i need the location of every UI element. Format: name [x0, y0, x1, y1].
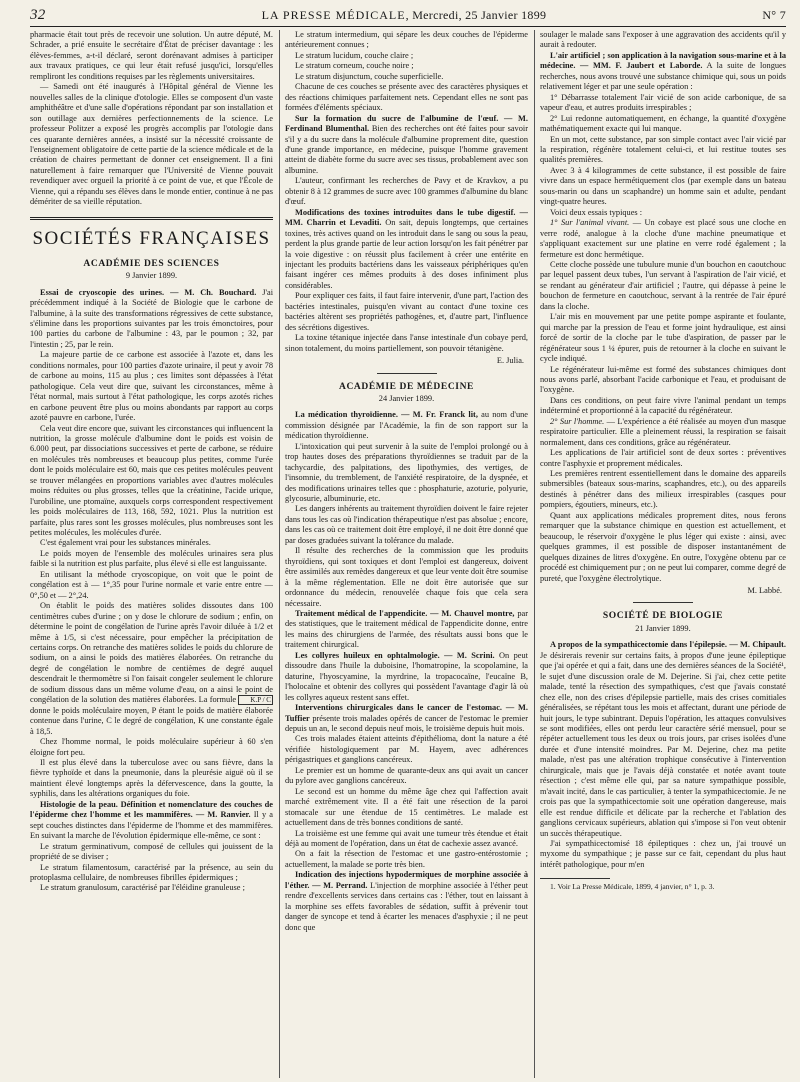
- article-lead: [285, 651, 528, 703]
- paragraph: La troisième est une femme qui avait une tumeur très étendue et était déjà au moment de l'opération, dans un état de cachexie assez avancé.: [285, 828, 528, 848]
- article-author: — MM. F. Jaubert et Laborde.: [580, 61, 703, 71]
- paragraph: Le stratum corneum, couche noire ;: [295, 61, 414, 71]
- paragraph: Le stratum filamentosum, caractérisé par la présence, au sein du protoplasma cellulaire, de nombreuses fibrilles épidermiques ;: [30, 862, 273, 882]
- paragraph-text: Je désirerais revenir sur certains faits, à propos d'une jeune épileptique que j'ai opérée et qui a fait, dans une des dernières séances de la Société¹, le sujet d'une discussion orale de M. Dejerine. Si j'ai, chez cette petite malade, tenté la résection des sympathiques, c'est que j'avais constaté chez elle, non des crises d'épilepsie partielle, mais des crises comitiales généralisées, se répétant tous les mois et affectant, durant une période de huit jours, le type subintrant. Depuis l'opération, les attaques convulsives se sont modifiées, elles ont perdu leur caractère sérié mensuel, pour se répéter actuellement tous les deux ou trois jours, par crises isolées d'une durée et d'une intensité moindres. Par M. Dejerine, chez ma petite malade, n'est pas une altération trophique consécutive à l'intervention chirurgicale, mais que je l'avais déjà constatée et notée avant toute résection ; c'est même elle qui, par sa nature sympathique possible, m'avait incité, dans le cas particulier, à tenter la sympathicectomie. Je ne crois pas que la sympathicectomie soit une opération dangereuse, mais elle est rendue difficile et délicate par la recherche et l'ablation des ganglions cervicaux supérieurs, ablation qui s'impose si l'on veut obtenir un succès thérapeutique.: [540, 650, 786, 838]
- paragraph: Le premier est un homme de quarante-deux ans qui avait un cancer du pylore avec ganglions cancéreux.: [285, 765, 528, 786]
- issue-number: N° 7: [762, 7, 786, 22]
- paragraph: L'auteur, confirmant les recherches de Pavy et de Kravkov, a pu obtenir 8 à 12 grammes de sucre avec 100 grammes d'albumine du blanc d'œuf.: [285, 176, 528, 207]
- paragraph: Dans ces conditions, on peut faire vivre l'animal pendant un temps indéterminé et proportionné à la capacité du régénérateur.: [540, 395, 786, 416]
- article-author: — M. Perrand.: [312, 880, 368, 890]
- session-date: 21 Janvier 1899.: [635, 623, 691, 633]
- article-title: Interventions chirurgicales dans le cancer de l'estomac.: [295, 703, 503, 713]
- article-title: Histologie de la peau. Définition et nomenclature des couches de l'épiderme chez l'homme et les mammifères.: [30, 799, 273, 820]
- article-lead: [30, 800, 273, 842]
- paragraph: Chacune de ces couches se présente avec des caractères physiques et des réactions chimiques parfaitement nets. Cependant elles ne sont pas formées d'éléments spéciaux.: [285, 82, 528, 113]
- paragraph: Le stratum lucidum, couche claire ;: [295, 50, 414, 60]
- paragraph: Le stratum granulosum, caractérisé par l'éléidine granuleuse ;: [40, 883, 245, 893]
- article-author: — M. Ferdinand Blumenthal.: [285, 113, 528, 134]
- article-lead: [540, 51, 786, 93]
- paragraph-text: On établit le poids des matières solides dissoutes dans 100 centimètres cubes d'urine ; on y dose le chlorure de sodium ; enfin, on détermine le point de congélation de l'urine après l'avoir diluée à 1/2 et même à 1/5, si c'est nécessaire, pour empêcher la précipitation de certains corps. On retranche des matières solides le poids du chlorure de sodium, on a ainsi le poids des matières élaborées. On retranche du degré de congélation le nombre de centièmes de degré auquel descendrait le thermomètre si l'on faisait congeler seulement le chlorure de sodium dissous dans un même volume d'eau, on a ainsi le point de congélation de la solution des matières élaborées. La formule: [30, 601, 273, 705]
- paragraph: En un mot, cette substance, par son simple contact avec l'air vicié par la respiration, régénère totalement celui-ci, et lui restitue toutes ses qualités premières.: [540, 134, 786, 165]
- column-2: [285, 30, 528, 1078]
- paragraph: Les dangers inhérents au traitement thyroïdien doivent le faire rejeter dans tous les cas où l'indication thérapeutique n'est pas absolue ; encore, dans les cas où ce traitement doit être employé, il ne doit être donné que par doses graduées suivant la tolérance du malade.: [285, 504, 528, 545]
- subheading: 2° Sur l'homme.: [550, 416, 605, 426]
- paragraph: Le régénérateur lui-même est formé des substances chimiques dont nous avons parlé, absorbant l'acide carbonique et l'eau, et produisant de l'oxygène.: [540, 364, 786, 395]
- article-author: — M. Fr. Franck lit,: [401, 410, 478, 420]
- subheading: 1° Sur l'animal vivant.: [550, 218, 630, 228]
- formula: K.P / C: [238, 695, 273, 705]
- footnote-rule: [540, 878, 610, 879]
- article-lead: [285, 703, 528, 734]
- paragraph: Il résulte des recherches de la commission que les produits thyroïdiens, qui sont toxiques et dont l'emploi est dangereux, doivent être assimilés aux remèdes dangereux et que leur vente doit être soumise à la même réglementation. Elle ne doit être autorisée que sur ordonnance du médecin, renouvelée chaque fois que cela sera nécessaire.: [285, 546, 528, 608]
- article-lead: [285, 410, 528, 441]
- article-author: — M. Chauvel montre,: [430, 609, 515, 619]
- paragraph-text: A la suite de longues recherches, nous avons trouvé une substance chimique qui, sous un poids relativement léger et par une seule opération :: [540, 61, 786, 92]
- page-header: [30, 6, 786, 24]
- issue-date: Mercredi, 25 Janvier 1899: [412, 7, 547, 22]
- column-divider: [534, 30, 535, 1078]
- paragraph: Pour expliquer ces faits, il faut faire intervenir, d'une part, l'action des bactéries intestinales, puisqu'en vivant au contact d'une toxine ces bactéries altèrent ses propriétés pathogènes, et, d'autre part, l'influence des sécrétions digestives.: [285, 291, 528, 332]
- paragraph: 1° Débarrasse totalement l'air vicié de son acide carbonique, de sa vapeur d'eau, et autres produits irrespirables ;: [540, 92, 786, 113]
- paragraph: Les premières rentrent essentiellement dans le domaine des appareils submersibles (bateaux sous-marins, scaphandres, etc.), ou des appareils destinés à pénétrer dans des milieux irrespirables (casques pour pompiers, égoutiers, mineurs, etc.).: [540, 469, 786, 510]
- paragraph: Avec 3 à 4 kilogrammes de cette substance, il est possible de faire vivre dans un espace hermétiquement clos (par exemple dans un bateau sous-marin ou dans un scaphandre) un homme sain et adulte, pendant vingt-quatre heures.: [540, 165, 786, 207]
- article-title: Traitement médical de l'appendicite.: [295, 609, 428, 619]
- paragraph: [540, 417, 786, 448]
- paragraph: Le stratum germinativum, composé de cellules qui jouissent de la propriété de se diviser ;: [30, 841, 273, 862]
- paragraph: Le poids moyen de l'ensemble des molécules urinaires sera plus faible si la nutrition est plus parfaite, plus élevé si elle est languissante.: [30, 548, 273, 569]
- column-3: [540, 30, 786, 1078]
- paragraph: C'est également vrai pour les substances minérales.: [40, 538, 211, 548]
- paragraph: Voici deux essais typiques :: [550, 207, 643, 217]
- paragraph: L'air mis en mouvement par une petite pompe aspirante et foulante, qui marche par la pression de l'eau et forme joint hydraulique, est ainsi forcé de sortir de la cloche par le tube d'aspiration, de passer par le régénérateur sous 1 ¼ épurer, puis de retourner à la cloche en suivant le cycle indiqué.: [540, 312, 786, 364]
- paragraph-text: par des statistiques, que le traitement médical de l'appendicite donne, entre les mains des chirurgiens de l'armée, des résultats aussi bons que le traitement chirurgical.: [285, 609, 528, 650]
- paragraph: J'ai sympathicectomisé 18 épileptiques : chez un, j'ai trouvé un myxome du sympathique ; je passe sur ce fait, cependant du plus haut intérêt pathologique, pour m'en: [540, 838, 786, 869]
- paragraph: L'intoxication qui peut survenir à la suite de l'emploi prolongé ou à trop hautes doses des préparations thyroïdiennes se traduit par de la tachycardie, des palpitations, des lipothymies, des vertiges, de l'insomnie, du tremblement, de l'anxiété respiratoire, de la dyspnée, et des modifications urinaires telles que : phosphaturie, azoturie, polyurie, glycosurie, albuminurie, etc.: [285, 441, 528, 504]
- article-lead: [285, 609, 528, 651]
- article-title: Sur la formation du sucre de l'albumine de l'œuf.: [295, 113, 499, 123]
- section-title: SOCIÉTÉS FRANÇAISES: [30, 217, 273, 251]
- paragraph: — Samedi ont été inaugurés à l'Hôpital général de Vienne les nouvelles salles de la clinique d'otologie. Elles se composent d'un vaste amphithéâtre et d'une salle d'opérations répondant par son installation et son outillage aux dernières perfectionnements de la science. Le professeur Politzer a exposé les progrès accomplis par l'otologie dans ces quarante dernières années, a insisté sur la nécessité croissante de l'enseignement obligatoire de cette partie de la science médicale et de la création de chaires permettant de donner cet enseignement. Il a fini naturellement à faire remarquer que l'Université de Vienne pouvait revendiquer avec orgueil la priorité à ce point de vue, et que l'École de Vienne, qui a répandu ses élèves dans le monde entier, continue à ne pas démériter de sa vieille réputation.: [30, 82, 273, 207]
- paragraph-text: J'ai précédemment indiqué à la Société de Biologie que le carbone de l'albumine, à la suite des transformations régressives de cette substance, s'élimine dans les proportions suivantes par les trois émonctoires, pour 100 parties du carbone de l'albumine : 43, par le poumon ; 32, par l'intestin ; 25, par le rein.: [30, 287, 273, 349]
- society-title: SOCIÉTÉ DE BIOLOGIE: [602, 611, 724, 622]
- paragraph: Le second est un homme du même âge chez qui l'affection avait marché extrêmement vite. Il a été fait une résection de la paroi stomacale sur une étendue de 15 centimètres. Le malade est actuellement dans de très bonnes conditions de santé.: [285, 786, 528, 828]
- separator: [633, 602, 693, 603]
- running-title: LA PRESSE MÉDICALE, Mercredi, 25 Janvier 1899: [261, 7, 547, 22]
- paragraph-text: — L'expérience a été réalisée au moyen d'un masque respiratoire particulier. Elle a pleinement réussi, la respiration se faisait normalement, dans ces conditions, grâce au régénérateur.: [540, 416, 786, 447]
- paragraph: La majeure partie de ce carbone est associée à l'azote et, dans les conditions normales, pour 100 parties d'azote urinaire, il peut y avoir 78 de carbone au moins, 115 au plus ; ces limites sont dépassées à l'état pathologique. Cela veut dire que, suivant les circonstances, même à l'état normal, mais surtout à l'état pathologique, les corps azotés riches en carbone peuvent être plus ou moins abondants par rapport au corps azoté pauvre en carbone, l'urée.: [30, 350, 273, 423]
- paragraph-text: On sait, depuis longtemps, que certaines toxines, très actives quand on les introduit dans le sang ou sous la peau, perdent la plus grande partie de leur action lorsqu'on les fait pénétrer par la voie digestive : on réussit plus facilement à créer une entérite en injectant les produits bactériens dans les vaisseaux périphériques qu'en faisant ingérer ces mêmes produits à des doses infiniment plus considérables.: [285, 218, 528, 290]
- article-author: — M. Chipault.: [729, 640, 786, 650]
- article-author: — M. Ranvier.: [195, 810, 251, 820]
- paragraph: soulager le malade sans l'exposer à une aggravation des accidents qu'il y aurait à redouter.: [540, 30, 786, 50]
- article-title: Modifications des toxines introduites dans le tube digestif.: [295, 207, 516, 217]
- paragraph: Quant aux applications médicales proprement dites, nous ferons remarquer que la substance chimique en question est actuellement, et beaucoup, le réservoir d'oxygène le plus léger qui existe : ainsi, avec quelques grammes, il est possible de disposer instantanément de quelques dizaines de litres d'oxygène. En outre, l'oxygène obtenu par ce procédé est chimiquement pur ; on ne peut lui comparer, comme degré de pureté, que l'oxygène électrolytique.: [540, 510, 786, 583]
- article-title: Essai de cryoscopie des urines.: [40, 287, 165, 297]
- society-title: ACADÉMIE DE MÉDECINE: [339, 381, 474, 392]
- article-lead: [285, 114, 528, 177]
- paragraph: [540, 218, 786, 260]
- article-title: Indication des injections hypodermiques de morphine associée à l'éther.: [285, 870, 528, 890]
- paragraph: pharmacie était tout près de recevoir une solution. Un autre député, M. Schrader, a prié ensuite le secrétaire d'État de préciser davantage : les élèves-femmes, a-t-il déclaré, seront dorénavant admises à participer aux travaux pratiques, ce qui leur était refusé jusqu'ici, lorsqu'elles rempliront les conditions requises par les règlements universitaires.: [30, 30, 273, 81]
- journal-name: LA PRESSE MÉDICALE: [261, 7, 406, 22]
- article-title: Les collyres huileux en ophtalmologie.: [295, 650, 440, 660]
- paragraph-text: Il y a sept couches distinctes dans l'épiderme de l'homme et des mammifères. En suivant la marche de l'évolution épidermique elle-même, ce sont :: [30, 810, 273, 841]
- paragraph: La toxine tétanique injectée dans l'anse intestinale d'un cobaye perd, sinon totalement, du moins partiellement, son pouvoir tétanigène.: [285, 333, 528, 353]
- paragraph-text: au nom d'une commission désignée par l'Académie, la fin de son rapport sur la médication thyroïdienne.: [285, 410, 528, 441]
- footnote: 1. Voir La Presse Médicale, 1899, 4 janvier, n° 1, p. 3.: [550, 882, 715, 892]
- paragraph-text: donne le poids moléculaire moyen, P étant le poids de matière élaborée contenue dans l'urine, C le degré de congélation, K une constante égale à 18,5.: [30, 705, 273, 736]
- article-lead: [30, 288, 273, 351]
- paragraph: On a fait la résection de l'estomac et une gastro-entérostomie ; actuellement, la malade se porte très bien.: [285, 849, 528, 869]
- paragraph: 2° Lui redonne automatiquement, en échange, la quantité d'oxygène mathématiquement exacte qui lui manque.: [540, 113, 786, 134]
- column-1: [30, 30, 273, 1078]
- session-date: 9 Janvier 1899.: [125, 271, 178, 281]
- article-lead: [540, 640, 786, 839]
- article-author: — M. Tuffier: [285, 703, 528, 723]
- paragraph: Chez l'homme normal, le poids moléculaire supérieur à 60 s'en éloigne fort peu.: [30, 737, 273, 757]
- header-rule: [30, 26, 786, 27]
- article-author: — M. Ch. Bouchard.: [170, 287, 257, 297]
- article-title: L'air artificiel ; son application à la navigation sous-marine et à la médecine.: [540, 50, 786, 71]
- separator: [377, 373, 437, 374]
- society-title: ACADÉMIE DES SCIENCES: [83, 258, 220, 269]
- paragraph: Ces trois malades étaient atteints d'épithélioma, dont la nature a été vérifiée histologiquement par M. Hayem, avec adhérences périgastriques et ganglions cancéreux.: [285, 734, 528, 765]
- signature: E. Julia.: [496, 356, 524, 366]
- article-title: La médication thyroïdienne.: [295, 410, 398, 420]
- paragraph: Le stratum disjunctum, couche superficielle.: [295, 71, 444, 81]
- page-number: 32: [30, 6, 46, 23]
- article-lead: [285, 870, 528, 933]
- session-date: 24 Janvier 1899.: [378, 393, 435, 403]
- paragraph-text: — Un cobaye est placé sous une cloche en verre rodé, analogue à la cloche d'une machine pneumatique et s'appliquant exactement sur une platine en verre rodé également ; la fermeture est donc hermétique.: [540, 218, 786, 259]
- signature: M. Labbé.: [747, 586, 782, 596]
- article-lead: [285, 208, 528, 292]
- paragraph-text: On peut dissoudre dans l'huile la duboisine, l'homatropine, la scopolamine, la daturine, l'hyoscyamine, la myrdrine, la tropacocaïne, l'eucaïne B, l'holocaïne et obtenir des collyres qui possèdent l'avantage d'agir là où les collyres aqueux restent sans effet.: [285, 650, 528, 702]
- column-divider: [279, 30, 280, 1078]
- paragraph-text: présente trois malades opérés de cancer de l'estomac le premier depuis un an, le second depuis neuf mois, le troisième depuis huit mois.: [285, 713, 528, 733]
- paragraph: Il est plus élevé dans la tuberculose avec ou sans fièvre, dans la fièvre typhoïde et dans la pneumonie, dans la pleurésie aiguë où il se maintient élevé longtemps après la défervescence, dans la goutte, la syphilis, dans les altérations organiques du foie.: [30, 758, 273, 799]
- article-author: — MM. Charrin et Levaditi.: [285, 207, 528, 228]
- paragraph-text: Bien des recherches ont été faites pour savoir s'il y a du sucre dans la molécule d'albumine proprement dite, question d'une grande importance, en médecine, puisque l'homme gravement atteint de diabète forme du sucre avec ses tissus, probablement avec son albumine.: [285, 124, 528, 175]
- article-author: — M. Scrini.: [444, 650, 495, 660]
- paragraph: Cette cloche possède une tubulure munie d'un bouchon en caoutchouc par lequel passent deux tubes, l'un servant à l'aspiration de l'air vicié, et se rendant au générateur d'air artificiel ; l'autre, qui dépasse à peine le bouchon de fermeture en caoutchouc, servant à la rentrée de l'air épuré dans la cloche.: [540, 259, 786, 311]
- paragraph: En utilisant la méthode cryoscopique, on voit que le point de congélation est à — 1°,35 pour l'urine normale et varie entre entre — 0°,50 et — 2°,24.: [30, 569, 273, 600]
- paragraph: Cela veut dire encore que, suivant les circonstances qui influencent la nutrition, la grosse molécule d'albumine dont le poids est voisin de 6.000 peut, par dissociations successives et perte de carbone, se réduire en molécules très nombreuses et beaucoup plus petites, comme l'urée dont le poids moléculaire est 60, mais que ces petites molécules peuvent se trouver mélangées en proportions variables avec d'autres molécules moins réduites ou plus grosses, telles que la créatinine, l'acide urique, l'urobiline, une ptomaïne, auxquels corps correspondent respectivement les poids moléculaires de 113, 168, 592, 1021. Plus la nutrition est parfaite, plus rares sont les grosses molécules, plus nombreuses sont les petites molécules, les molécules d'urée.: [30, 423, 273, 538]
- article-columns: [30, 30, 786, 1078]
- paragraph: [30, 601, 273, 737]
- paragraph: Le stratum intermedium, qui sépare les deux couches de l'épiderme antérieurement connues ;: [285, 30, 528, 50]
- paragraph: Les applications de l'air artificiel sont de deux sortes : préventives contre l'asphyxie et proprement médicales.: [540, 448, 786, 468]
- paragraph-text: L'injection de morphine associée à l'éther peut rendre d'excellents services dans certains cas : l'éther, tout en laissant à la morphine ses effets favorables de sédation, suffit à prévenir tout danger de syncope et tend à écarter les menaces d'asphyxie ; il ne peut donc que: [285, 880, 528, 932]
- article-title: A propos de la sympathicectomie dans l'épilepsie.: [550, 640, 727, 650]
